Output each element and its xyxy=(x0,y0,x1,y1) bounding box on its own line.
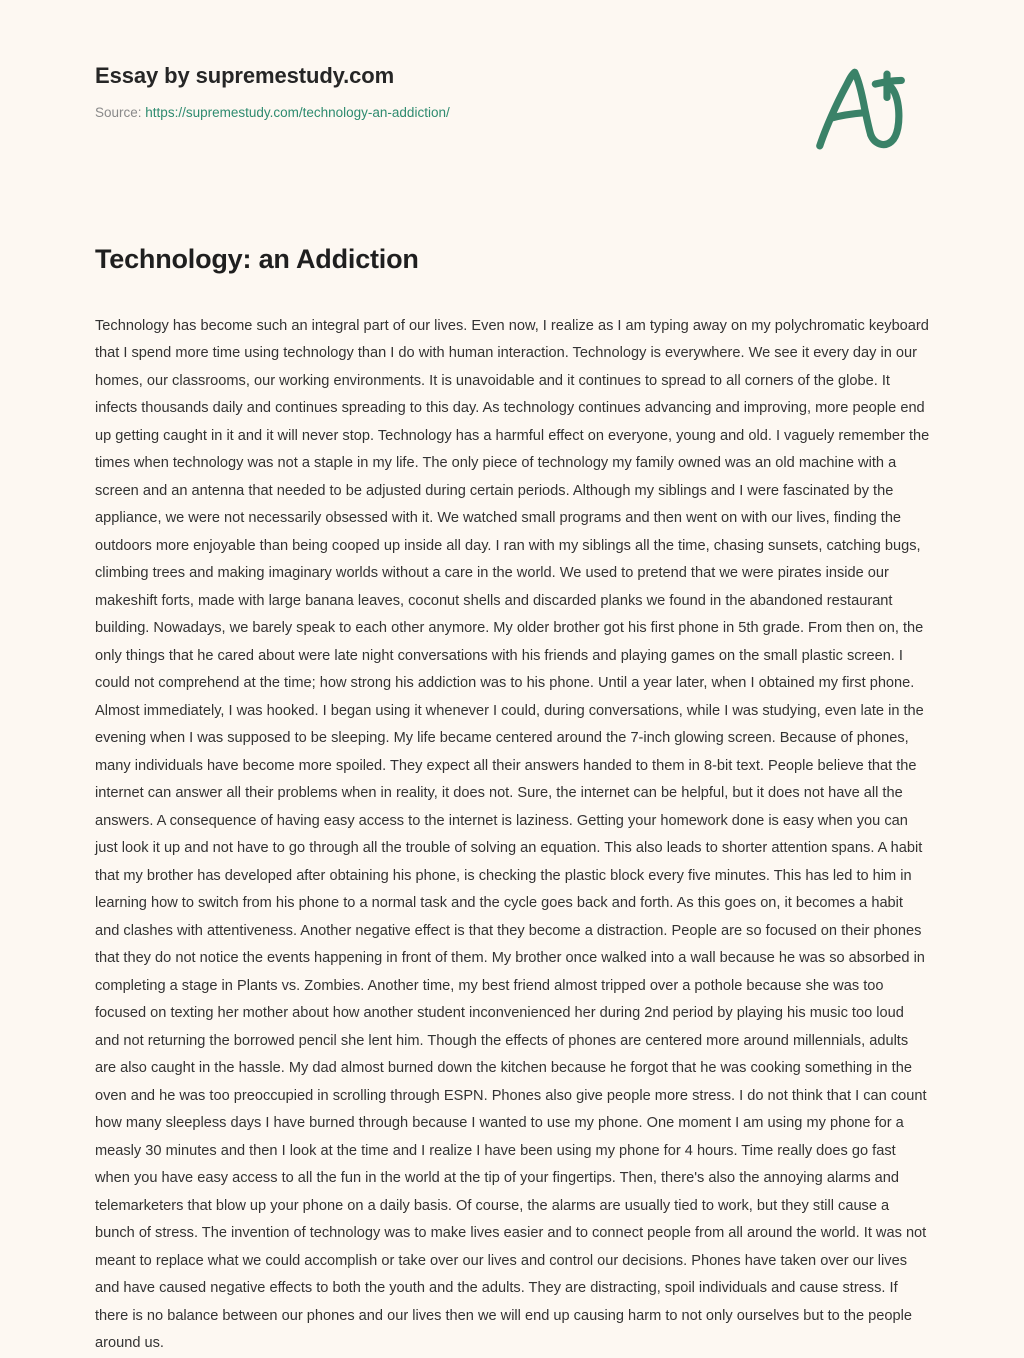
source-label: Source: xyxy=(95,105,142,121)
header-left-group xyxy=(95,64,450,121)
essay-byline: Essay by supremestudy.com xyxy=(95,63,395,88)
page-header xyxy=(0,0,1024,162)
article xyxy=(95,243,931,1358)
article-paragraph: Technology has become such an integral part of our lives. Even now, I realize as I am typing away on my polychromatic keyboard that I spend more time using technology than I do with human interaction. Technology is everywhere. We see it every day in our homes, our classrooms, our working environments. It is unavoidable and it continues to spread to all corners of the globe. It infects thousands daily and continues spreading to this day. As technology continues advancing and improving, more people end up getting caught in it and it will never stop. Technology has a harmful effect on everyone, young and old. I vaguely remember the times when technology was not a staple in my life. The only piece of technology my family owned was an old machine with a screen and an antenna that needed to be adjusted during certain periods. Although my siblings and I were fascinated by the appliance, we were not necessarily obsessed with it. We watched small programs and then went on with our lives, finding the outdoors more enjoyable than being cooped up inside all day. I ran with my siblings all the time, chasing sunsets, catching bugs, climbing trees and making imaginary worlds without a care in the world. We used to pretend that we were pirates inside our makeshift forts, made with large banana leaves, coconut shells and discarded planks we found in the abandoned restaurant building. Nowadays, we barely speak to each other anymore. My older brother got his first phone in 5th grade. From then on, the only things that he cared about were late night conversations with his friends and playing games on the small plastic screen. I could not comprehend at the time; how strong his addiction was to his phone. Until a year later, when I obtained my first phone. Almost immediately, I was hooked. I began using it whenever I could, during conversations, while I was studying, even late in the evening when I was supposed to be sleeping. My life became centered around the 7-inch glowing screen. Because of phones, many individuals have become more spoiled. They expect all their answers handed to them in 8-bit text. People believe that the internet can answer all their problems when in reality, it does not. Sure, the internet can be helpful, but it does not have all the answers. A consequence of having easy access to the internet is laziness. Getting your homework done is easy when you can just look it up and not have to go through all the trouble of solving an equation. This also leads to shorter attention spans. A habit that my brother has developed after obtaining his phone, is checking the plastic block every five minutes. This has led to him in learning how to switch from his phone to a normal task and the cycle goes back and forth. As this goes on, it becomes a habit and clashes with attentiveness. Another negative effect is that they become a distraction. People are so focused on their phones that they do not notice the events happening in front of them. My brother once walked into a wall because he was so absorbed in completing a stage in Plants vs. Zombies. Another time, my best friend almost tripped over a pothole because she was too focused on texting her mother about how another student inconvenienced her during 2nd period by playing his music too loud and not returning the borrowed pencil she lent him. Though the effects of phones are centered more around millennials, adults are also caught in the hassle. My dad almost burned down the kitchen because he forgot that he was cooking something in the oven and he was too preoccupied in scrolling through ESPN. Phones also give people more stress. I do not think that I can count how many sleepless days I have burned through because I wanted to use my phone. One moment I am using my phone for a measly 30 minutes and then I look at the time and I realize I have been using my phone for 4 hours. Time really does go fast when you have easy access to all the fun in the world at the tip of your fingertips. Then, there's also the annoying alarms and telemarketers that blow up your phone on a daily basis. Of course, the alarms are usually tied to work, but they still cause a bunch of stress. The invention of technology was to make lives easier and to connect people from all around the world. It was not meant to replace what we could accomplish or take over our lives and control our decisions. Phones have taken over our lives and have caused negative effects to both the youth and the adults. They are distracting, spoil individuals and cause stress. If there is no balance between our phones and our lives then we will end up causing harm to not only ourselves but to the people around us. xyxy=(95,317,930,1352)
a-plus-logo-icon xyxy=(807,58,915,162)
source-url-link[interactable]: https://supremestudy.com/technology-an-addiction/ xyxy=(145,105,450,121)
article-body xyxy=(95,313,931,1358)
source-line xyxy=(95,105,450,121)
page-title: Technology: an Addiction xyxy=(95,244,419,274)
